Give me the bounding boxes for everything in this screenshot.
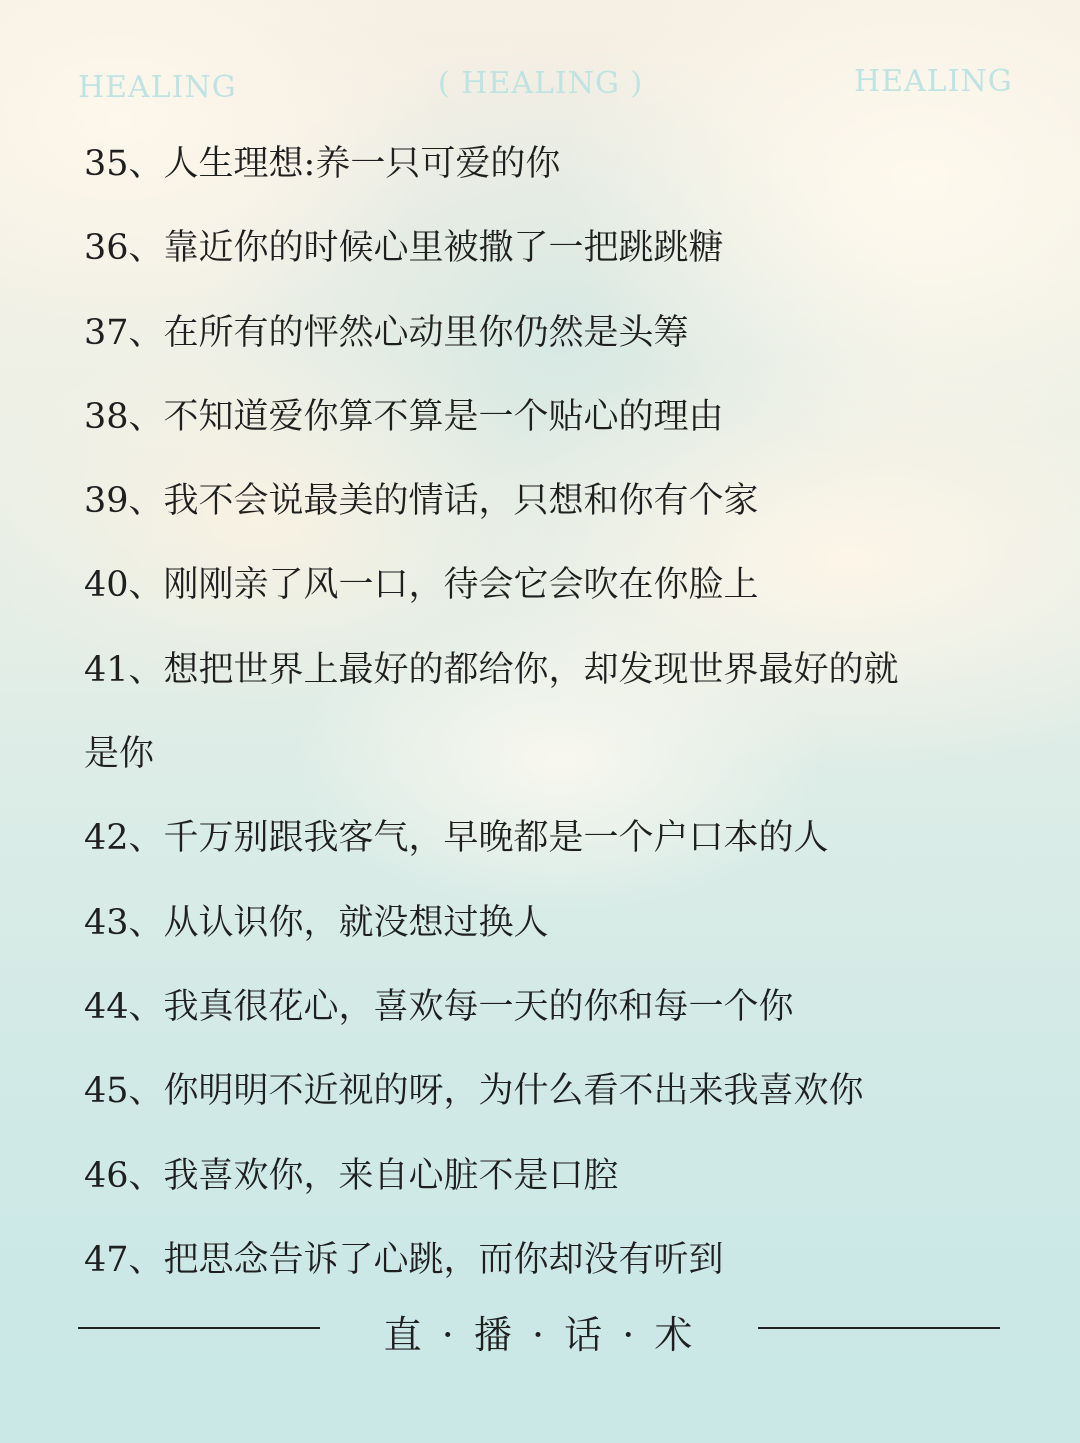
- quote-line-continuation: 是你: [84, 734, 155, 775]
- quote-line: 47、把思念告诉了心跳，而你却没有听到: [84, 1239, 724, 1280]
- quote-line: 36、靠近你的时候心里被撒了一把跳跳糖: [84, 228, 724, 269]
- quote-line: 46、我喜欢你，来自心脏不是口腔: [84, 1155, 619, 1196]
- quote-line: 37、在所有的怦然心动里你仍然是头筹: [84, 312, 689, 353]
- quote-line: 41、想把世界上最好的都给你，却发现世界最好的就: [84, 649, 899, 690]
- quote-line: 43、从认识你，就没想过换人: [84, 902, 549, 943]
- healing-watermark-left: HEALING: [78, 70, 237, 105]
- quote-line: 45、你明明不近视的呀，为什么看不出来我喜欢你: [84, 1071, 864, 1112]
- footer: [0, 1296, 1080, 1360]
- healing-watermark-center: ( HEALING ): [438, 66, 644, 101]
- quote-line: 42、千万别跟我客气，早晚都是一个户口本的人: [84, 818, 829, 859]
- healing-watermark-right: HEALING: [854, 64, 1013, 99]
- quote-line: 39、我不会说最美的情话，只想和你有个家: [84, 481, 759, 522]
- quote-list: [84, 122, 1004, 1302]
- footer-divider-right: [758, 1327, 1000, 1329]
- footer-divider-left: [78, 1327, 320, 1329]
- footer-caption: 直 · 播 · 话 · 术: [383, 1313, 697, 1357]
- quote-line: 44、我真很花心，喜欢每一天的你和每一个你: [84, 986, 794, 1027]
- quote-line: 40、刚刚亲了风一口，待会它会吹在你脸上: [84, 565, 759, 606]
- quote-line: 38、不知道爱你算不算是一个贴心的理由: [84, 396, 724, 437]
- quote-line: 35、人生理想:养一只可爱的你: [84, 144, 561, 184]
